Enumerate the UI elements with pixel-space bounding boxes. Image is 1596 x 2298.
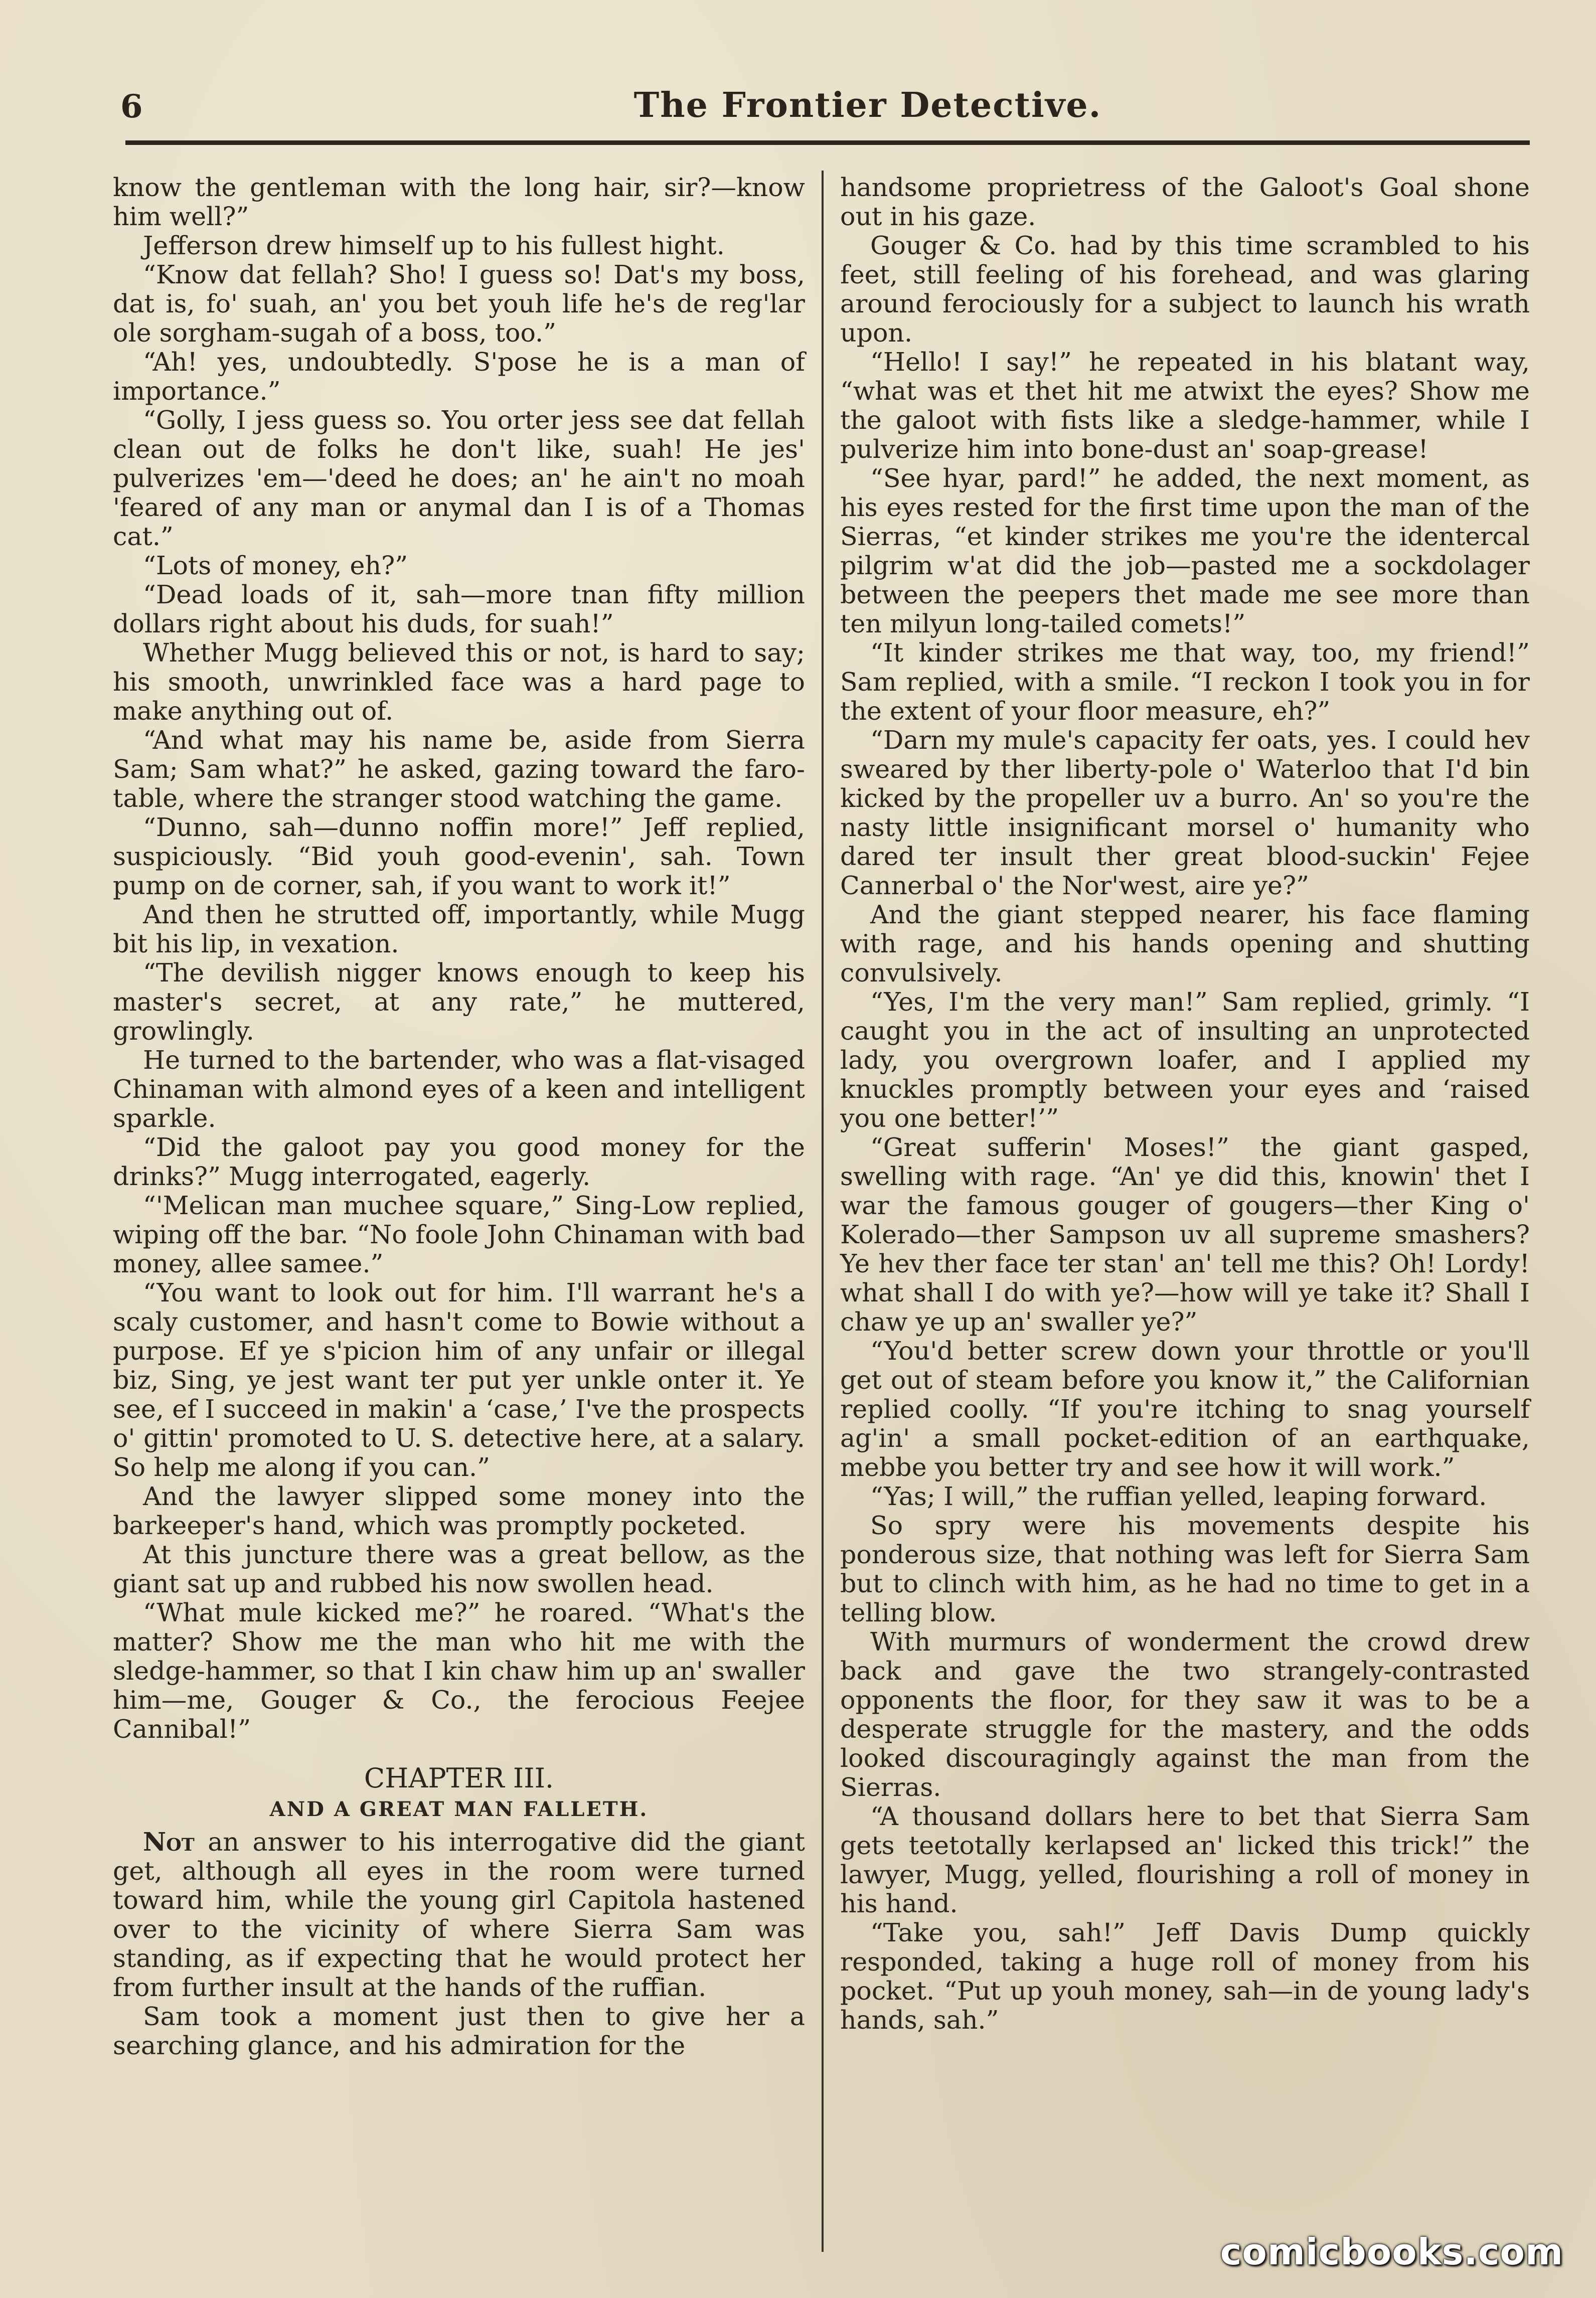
left-column xyxy=(113,173,805,2060)
paragraph: Sam took a moment just then to give her a searching glance, and his admiration for the xyxy=(113,2002,805,2060)
paragraph: “Golly, I jess guess so. You orter jess see dat fellah clean out de folks he don't like, suah! He jes' pulverizes 'em—'deed he does; an' he ain't no moah 'feared of any man or anymal dan I is of a Thomas cat.” xyxy=(113,405,805,551)
paragraph: “You want to look out for him. I'll warrant he's a scaly customer, and hasn't come to Bowie without a purpose. Ef ye s'picion him of any unfair or illegal biz, Sing, ye jest want ter put yer unkle onter it. Ye see, ef I succeed in makin' a ‘case,’ I've the prospects o' gittin' promoted to U. S. detective here, at a salary. So help me along if you can.” xyxy=(113,1278,805,1482)
paragraph: And then he strutted off, importantly, while Mugg bit his lip, in vexation. xyxy=(113,900,805,958)
paragraph: At this juncture there was a great bellow, as the giant sat up and rubbed his now swollen head. xyxy=(113,1540,805,1598)
paragraph: And the lawyer slipped some money into the barkeeper's hand, which was promptly pocketed. xyxy=(113,1482,805,1540)
paragraph: “It kinder strikes me that way, too, my friend!” Sam replied, with a smile. “I reckon I took you in for the extent of your floor measure, eh?” xyxy=(840,638,1530,726)
header-rule xyxy=(125,140,1530,145)
paragraph: Whether Mugg believed this or not, is hard to say; his smooth, unwrinkled face was a hard page to make anything out of. xyxy=(113,638,805,726)
paragraph: “A thousand dollars here to bet that Sierra Sam gets teetotally kerlapsed an' licked this trick!” the lawyer, Mugg, yelled, flourishing a roll of money in his hand. xyxy=(840,1801,1530,1918)
paragraph: “See hyar, pard!” he added, the next moment, as his eyes rested for the first time upon the man of the Sierras, “et kinder strikes me you're the identercal pilgrim w'at did the job—pasted me a sockdolager between the peepers thet made me see more than ten milyun long-tailed comets!” xyxy=(840,463,1530,638)
paragraph: know the gentleman with the long hair, sir?—know him well?” xyxy=(113,173,805,231)
paragraph: “Yes, I'm the very man!” Sam replied, grimly. “I caught you in the act of insulting an unprotected lady, you overgrown loafer, and I applied my knuckles promptly between your eyes and ‘raised you one better!’” xyxy=(840,987,1530,1133)
chapter-subtitle: AND A GREAT MAN FALLETH. xyxy=(269,1797,649,1821)
paragraph: Gouger & Co. had by this time scrambled to his feet, still feeling of his forehead, and was glaring around ferociously for a subject to launch his wrath upon. xyxy=(840,231,1530,348)
paragraph: “Ah! yes, undoubtedly. S'pose he is a man of importance.” xyxy=(113,347,805,406)
paragraph: He turned to the bartender, who was a flat-visaged Chinaman with almond eyes of a keen and intelligent sparkle. xyxy=(113,1045,805,1133)
paragraph: And the giant stepped nearer, his face flaming with rage, and his hands opening and shutting convulsively. xyxy=(840,900,1530,988)
paragraph: “Darn my mule's capacity fer oats, yes. I could hev sweared by ther liberty-pole o' Waterloo that I'd bin kicked by the propeller uv a burro. An' so you're the nasty little insignificant morsel o' humanity who dared ter insult ther great blood-suckin' Fejee Cannerbal o' the Nor'west, aire ye?” xyxy=(840,725,1530,900)
paragraph: “'Melican man muchee square,” Sing-Low replied, wiping off the bar. “No foole John Chinaman with bad money, allee samee.” xyxy=(113,1191,805,1278)
paragraph: “Lots of money, eh?” xyxy=(143,551,408,580)
paragraph: handsome proprietress of the Galoot's Goal shone out in his gaze. xyxy=(840,173,1530,231)
paragraph: So spry were his movements despite his ponderous size, that nothing was left for Sierra Sam but to clinch with him, as he had no time to get in a telling blow. xyxy=(840,1511,1530,1627)
paragraph: “Great sufferin' Moses!” the giant gasped, swelling with rage. “An' ye did this, knowin' thet I war the famous gouger of gougers—ther King o' Kolerado—ther Sampson uv all supreme smashers? Ye hev ther face ter stan' an' tell me this? Oh! Lordy! what shall I do with ye?—how will ye take it? Shall I chaw ye up an' swaller ye?” xyxy=(840,1132,1530,1337)
watermark: comicbooks.com xyxy=(1220,2231,1563,2273)
paragraph: “Yas; I will,” the ruffian yelled, leaping forward. xyxy=(870,1482,1487,1511)
drop-word: Not xyxy=(143,1827,195,1857)
paragraph: With murmurs of wonderment the crowd drew back and gave the two strangely-contrasted opponents the floor, for they saw it was to be a desperate struggle for the mastery, and the odds looked discouragingly against the man from the Sierras. xyxy=(840,1627,1530,1802)
paragraph: “Know dat fellah? Sho! I guess so! Dat's my boss, dat is, fo' suah, an' you bet youh life he's de reg'lar ole sorgham-sugah of a boss, too.” xyxy=(113,260,805,348)
paragraph: “Dunno, sah—dunno noffin more!” Jeff replied, suspiciously. “Bid youh good-evenin', sah. Town pump on de corner, sah, if you want to work it!” xyxy=(113,812,805,900)
paragraph: “Take you, sah!” Jeff Davis Dump quickly responded, taking a huge roll of money from his pocket. “Put up youh money, sah—in de young lady's hands, sah.” xyxy=(840,1918,1530,2035)
paragraph: Jefferson drew himself up to his fullest hight. xyxy=(143,231,725,260)
paragraph: “You'd better screw down your throttle or you'll get out of steam before you know it,” the Californian replied coolly. “If you're itching to snag yourself ag'in' a small pocket-edition of an earthquake, mebbe you better try and see how it will work.” xyxy=(840,1336,1530,1482)
paragraph: “And what may his name be, aside from Sierra Sam; Sam what?” he asked, gazing toward the faro-table, where the stranger stood watching the game. xyxy=(113,725,805,813)
paragraph: “The devilish nigger knows enough to keep his master's secret, at any rate,” he muttered, growlingly. xyxy=(113,958,805,1046)
paragraph xyxy=(113,1827,805,2002)
running-title: The Frontier Detective. xyxy=(633,85,1102,125)
paragraph-text: an answer to his interrogative did the giant get, although all eyes in the room were turned toward him, while the young girl Capitola hastened over to the vicinity of where Sierra Sam was standing, as if expecting that he would protect her from further insult at the hands of the ruffian. xyxy=(113,1827,805,2002)
paragraph: “Dead loads of it, sah—more tnan fifty million dollars right about his duds, for suah!” xyxy=(113,580,805,638)
right-column xyxy=(840,173,1530,2035)
paragraph: “Hello! I say!” he repeated in his blatant way, “what was et thet hit me atwixt the eyes? Show me the galoot with fists like a sledge-hammer, while I pulverize him into bone-dust an' soap-grease! xyxy=(840,347,1530,464)
paragraph: “Did the galoot pay you good money for the drinks?” Mugg interrogated, eagerly. xyxy=(113,1132,805,1191)
chapter-heading: CHAPTER III. xyxy=(364,1762,554,1794)
page-number: 6 xyxy=(120,88,143,125)
paragraph: “What mule kicked me?” he roared. “What's the matter? Show me the man who hit me with the sledge-hammer, so that I kin chaw him up an' swaller him—me, Gouger & Co., the ferocious Feejee Cannibal!” xyxy=(113,1598,805,1744)
column-divider xyxy=(822,171,824,2252)
